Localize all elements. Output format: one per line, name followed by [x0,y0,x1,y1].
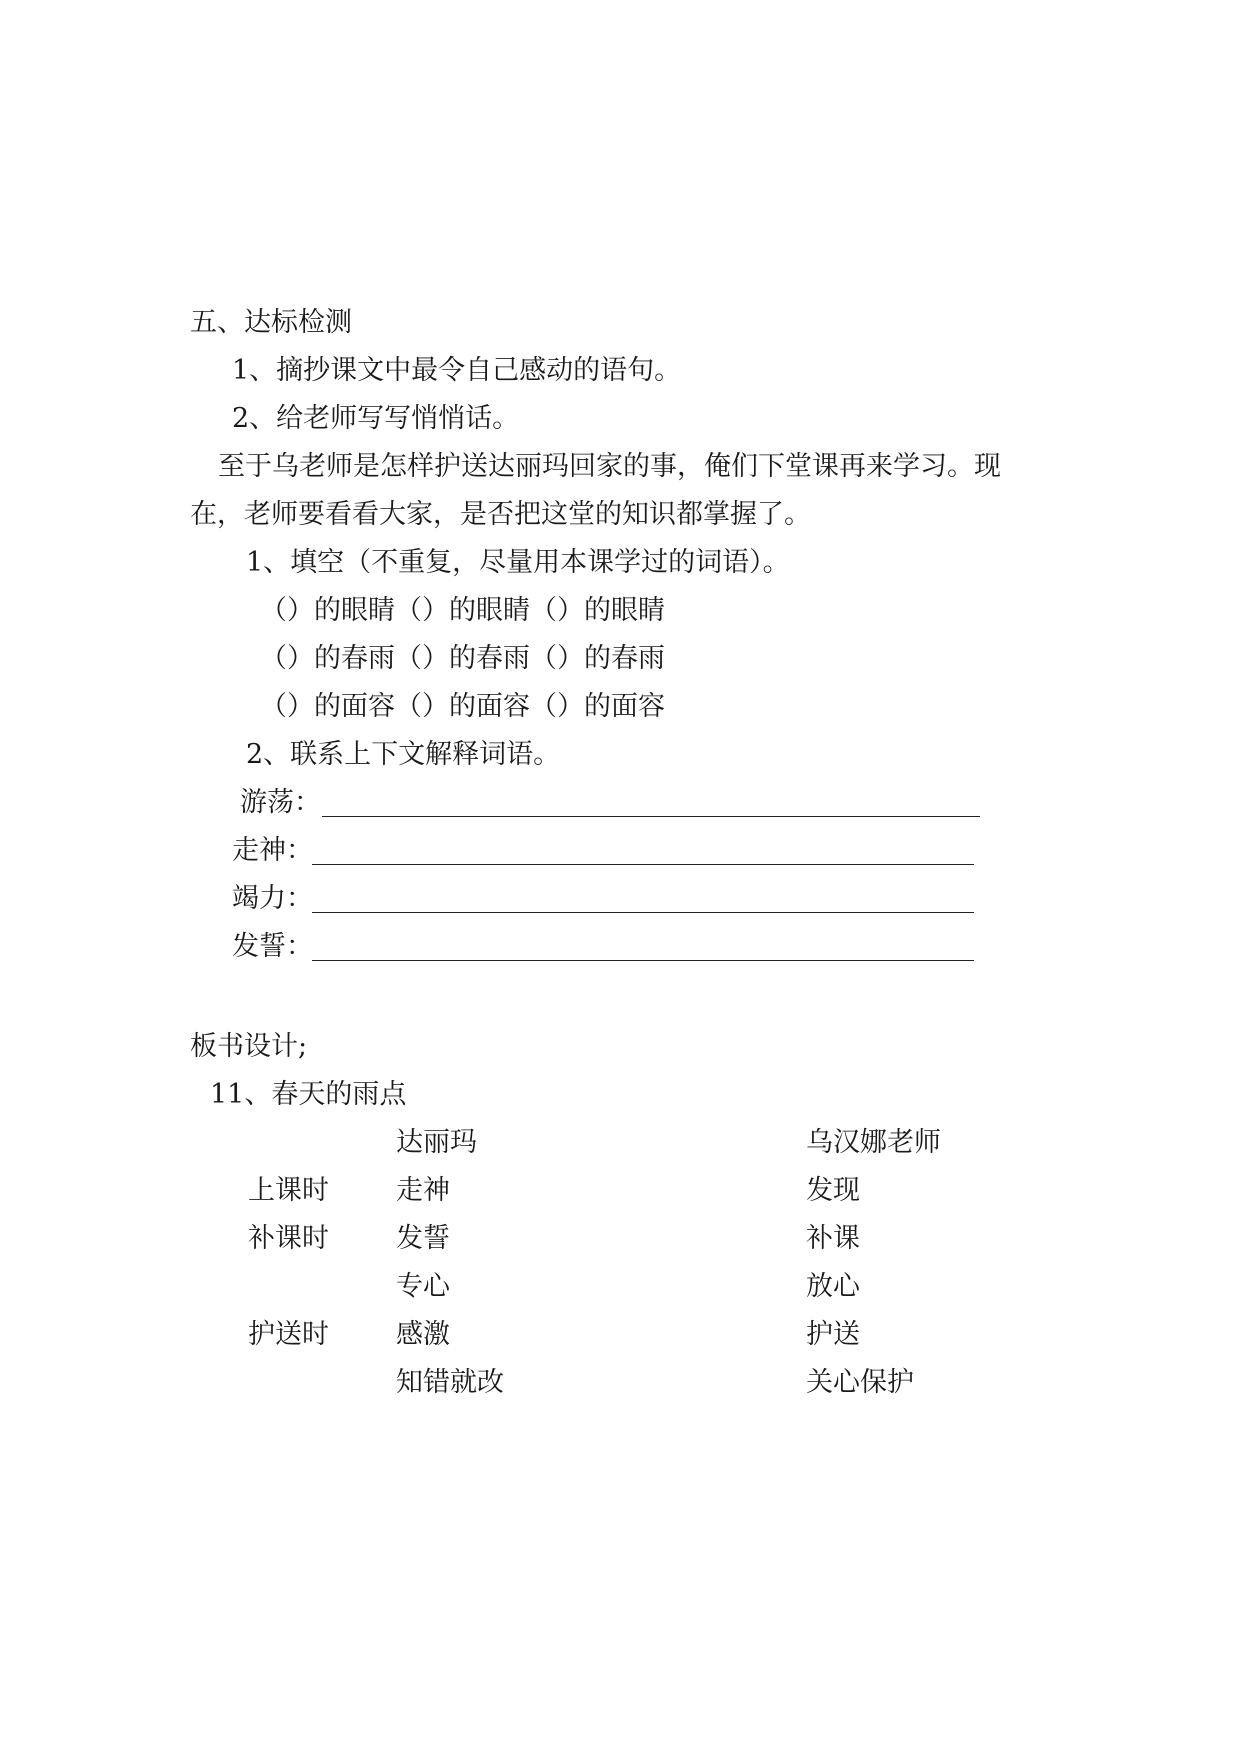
board-left-item: 专心 [396,1271,450,1302]
explain-word-label: 发誓： [232,931,313,962]
board-left-item: 感激 [396,1319,450,1350]
explain-words-title: 2、联系上下文解释词语。 [246,739,561,770]
section-heading: 五、达标检测 [190,307,352,338]
fill-blank-row-face: （）的面容（）的面容（）的面容 [260,691,665,722]
answer-line[interactable] [312,960,974,961]
answer-line[interactable] [312,864,974,865]
board-col-left-header: 达丽玛 [396,1127,477,1158]
fill-blank-title: 1、填空（不重复，尽量用本课学过的词语）。 [246,547,790,578]
exercise-item-1: 1、摘抄课文中最令自己感动的语句。 [232,355,682,386]
paragraph-line-1: 至于乌老师是怎样护送达丽玛回家的事，俺们下堂课再来学习。现 [218,451,1001,482]
paragraph-line-2: 在，老师要看看大家，是否把这堂的知识都掌握了。 [190,499,811,530]
board-right-item: 发现 [806,1175,860,1206]
board-heading: 板书设计; [190,1031,308,1062]
fill-blank-row-eyes: （）的眼睛（）的眼睛（）的眼睛 [260,595,665,626]
board-right-item: 放心 [806,1271,860,1302]
board-stage: 护送时 [248,1319,329,1350]
board-left-item: 知错就改 [396,1367,504,1398]
board-right-item: 补课 [806,1223,860,1254]
board-col-right-header: 乌汉娜老师 [806,1127,941,1158]
explain-word-label: 走神： [232,835,313,866]
board-left-item: 发誓 [396,1223,450,1254]
board-stage: 补课时 [248,1223,329,1254]
board-right-item: 关心保护 [806,1367,914,1398]
answer-line[interactable] [312,912,974,913]
fill-blank-row-rain: （）的春雨（）的春雨（）的春雨 [260,643,665,674]
board-stage: 上课时 [248,1175,329,1206]
board-left-item: 走神 [396,1175,450,1206]
explain-word-label: 竭力： [232,883,313,914]
lesson-title: 11、春天的雨点 [210,1079,407,1110]
exercise-item-2: 2、给老师写写悄悄话。 [232,403,520,434]
answer-line[interactable] [322,816,980,817]
explain-word-label: 游荡： [240,787,321,818]
board-right-item: 护送 [806,1319,860,1350]
